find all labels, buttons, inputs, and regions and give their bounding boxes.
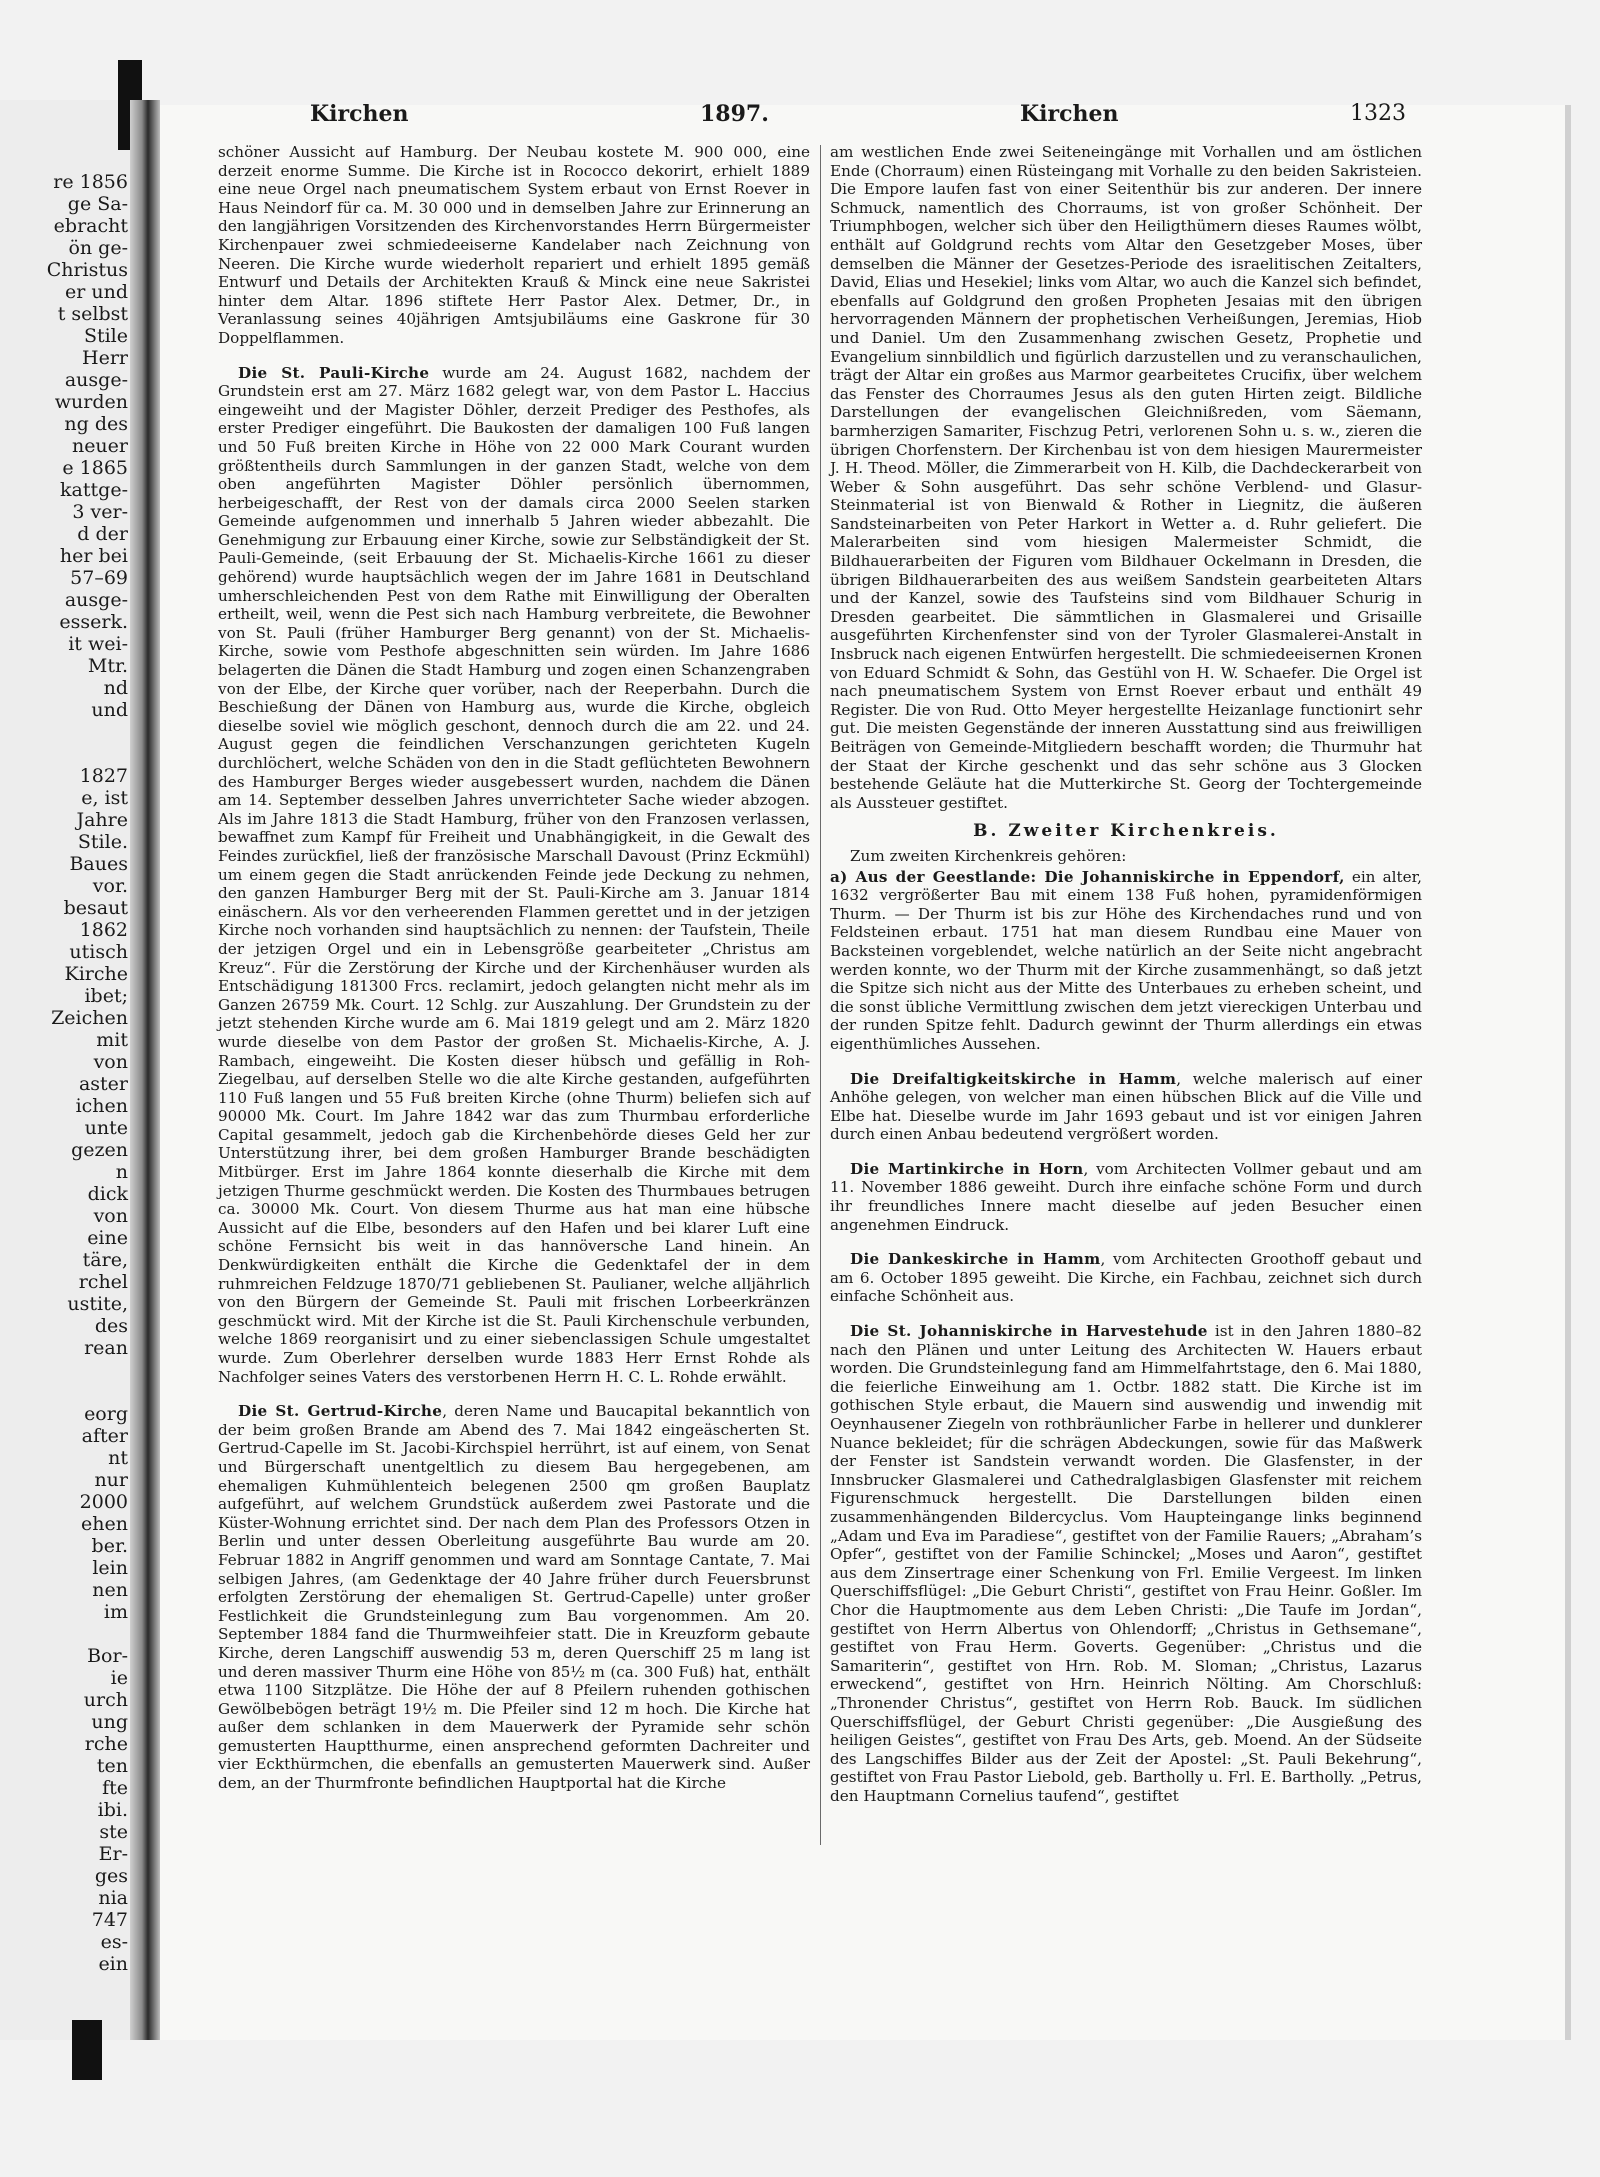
facing-page-fragment: Mtr. <box>87 655 128 677</box>
facing-page-fragment: 2000 <box>79 1491 128 1513</box>
facing-page-fragment: re 1856 <box>53 171 128 193</box>
facing-page-fragment: kattge- <box>60 479 128 501</box>
facing-page-fragment: ng des <box>64 413 128 435</box>
facing-page-fragment: ichen <box>75 1095 128 1117</box>
page-gutter <box>130 100 160 2040</box>
header-left-title: Kirchen <box>310 101 409 127</box>
paragraph-text: , vom Architecten Groothoff gebaut und am 6. October 1895 geweiht. Die Kirche, ein Fachbau, zeichnet sich durch einfache Schönheit aus. <box>830 1250 1423 1306</box>
facing-page-fragment: eine <box>87 1227 128 1249</box>
facing-page-fragment: ehen <box>81 1513 128 1535</box>
paragraph-text: schöner Aussicht auf Hamburg. Der Neubau kostete M. 900 000, eine derzeit enorme Summe. Die Kirche ist in Rococco dekorirt, erhielt 1889 eine neue Orgel nach pneumatischem System erbaut von Ernst Roever in Haus Neindorf für ca. M. 30 000 und in demselben Jahre zur Erinnerung an den langjährigen Vorsitzenden des Kirchenvorstandes Herrn Bürgermeister Kirchenpauer zwei schmiedeeiserne Kandelaber nach Zeichnung von Neeren. Die Kirche wurde wiederholt repariert und erhielt 1895 gemäß Entwurf und Details der Architekten Krauß & Minck eine neue Sakristei hinter dem Altar. 1896 stiftete Herr Pastor Alex. Detmer, Dr., in Veranlassung seines 40jährigen Amtsjubiläums eine Gaskrone für 30 Doppelflammen. <box>218 143 810 347</box>
facing-page-fragment: Er- <box>98 1843 128 1865</box>
facing-page-fragment: 57–69 <box>70 567 128 589</box>
facing-page-fragment: von <box>93 1051 128 1073</box>
facing-page-fragment: 1827 <box>79 765 128 787</box>
paragraph-text: , welche malerisch auf einer Anhöhe gelegen, von welcher man einen hübschen Blick auf die Ville und Elbe hat. Dieselbe wurde im Jahr 1693 gebaut und ist vor einigen Jahren durch einen Anbau bedeutend vergrößert worden. <box>830 1069 1422 1144</box>
facing-page-edge <box>0 100 130 2040</box>
paragraph <box>830 868 1422 1054</box>
facing-page-fragment: nur <box>94 1469 128 1491</box>
facing-page-fragment: ustite, <box>67 1293 128 1315</box>
facing-page-fragment: e, ist <box>81 787 128 809</box>
paragraph-heading: a) Aus der Geestlande: Die Johanniskirche in Eppendorf, <box>830 867 1345 886</box>
facing-page-fragment: von <box>93 1205 128 1227</box>
column-divider <box>820 145 821 1845</box>
facing-page-fragment: utisch <box>69 941 128 963</box>
left-column <box>218 143 810 1799</box>
facing-page-fragment: besaut <box>63 897 128 919</box>
paragraph-text: ist in den Jahren 1880–82 nach den Plänen und unter Leitung des Architecten W. Hauers erbaut worden. Die Grundsteinlegung fand am Himmelfahrtstage, den 6. Mai 1880, die feierliche Einweihung am 1. Octbr. 1882 statt. Die Kirche ist im gothischen Style erbaut, die Mauern sind auswendig und inwendig mit Oeynhausener Ziegeln von rothbräunlicher Farbe in hellerer und dunklerer Nuance bekleidet; für die schrägen Abdeckungen, sowie für das Maßwerk der Fenster ist Sandstein verwandt worden. Die Glasfenster, in der Innsbrucker Glasmalerei und Cathedralglasbigen Glasfenster mit reichem Figurenschmuck hergestellt. Die Darstellungen bilden einen zusammenhängenden Bildercyclus. Vom Haupteingange links beginnend „Adam und Eva im Paradiese“, gestiftet von der Familie Rauers; „Abraham’s Opfer“, gestiftet von der Familie Schinckel; „Moses und Aaron“, gestiftet aus dem Zinsertrage einer Schenkung von Frl. Emilie Vergeest. Im linken Querschiffsflügel: „Die Geburt Christi“, gestiftet von Frau Heinr. Goßler. Im Chor die Hauptmomente aus dem Leben Christi: „Die Taufe im Jordan“, gestiftet von Herrn Albertus von Ohlendorff; „Christus in Gethsemane“, gestiftet von Frau Herm. Goverts. Gegenüber: „Christus und die Samariterin“, gestiftet von Hrn. Rob. M. Sloman; „Christus, Lazarus erweckend“, gestiftet von Hrn. Heinrich Nölting. Am Chorschluß: „Thronender Christus“, gestiftet von Herrn Rob. Bauck. Im südlichen Querschiffsflügel, der Geburt Christi gegenüber: „Die Ausgießung des heiligen Geistes“, gestiftet von Frau Des Arts, geb. Moend. An der Südseite des Langschiffes Bilder aus der Zeit der Apostel: „St. Pauli Bekehrung“, gestiftet von Frau Pastor Liebold, geb. Bartholly u. Frl. E. Bartholly. „Petrus, den Hauptmann Cornelius taufend“, gestiftet <box>830 1322 1422 1805</box>
facing-page-fragment: aster <box>78 1073 128 1095</box>
facing-page-fragment: im <box>103 1601 128 1623</box>
paragraph-heading: Die Dreifaltigkeitskirche in Hamm <box>850 1069 1177 1088</box>
right-column-part-b <box>830 868 1422 1806</box>
paragraph-heading: Die Dankeskirche in Hamm <box>850 1250 1101 1269</box>
facing-page-fragment: ebracht <box>53 215 128 237</box>
facing-page-fragment: unte <box>84 1117 128 1139</box>
facing-page-fragment: it wei- <box>68 633 128 655</box>
facing-page-fragment: ste <box>99 1821 128 1843</box>
paragraph <box>830 143 1422 812</box>
facing-page-fragment: mit <box>96 1029 128 1051</box>
paragraph-heading: Die St. Gertrud-Kirche <box>238 1402 443 1421</box>
right-column-part-a <box>830 143 1422 812</box>
facing-page-fragment: e 1865 <box>62 457 128 479</box>
facing-page-fragment: nt <box>108 1447 128 1469</box>
header-right-title: Kirchen <box>1020 101 1119 127</box>
facing-page-fragment: rche <box>84 1733 128 1755</box>
paragraph-heading: Die St. Pauli-Kirche <box>238 363 430 382</box>
facing-page-fragment: rchel <box>78 1271 128 1293</box>
facing-page-fragment: t selbst <box>57 303 128 325</box>
facing-page-fragment: Kirche <box>64 963 128 985</box>
facing-page-fragment: ung <box>91 1711 128 1733</box>
facing-page-fragment: vor. <box>92 875 128 897</box>
facing-page-fragment: 1862 <box>79 919 128 941</box>
paragraph <box>830 1250 1422 1306</box>
paragraph <box>830 1160 1422 1234</box>
facing-page-fragment: Stile. <box>77 831 128 853</box>
facing-page-fragment: Baues <box>69 853 128 875</box>
facing-page-fragment: gezen <box>71 1139 128 1161</box>
facing-page-fragment: eorg <box>84 1403 128 1425</box>
facing-page-fragment: nen <box>92 1579 128 1601</box>
facing-page-fragment: ausge- <box>64 369 128 391</box>
facing-page-fragment: er und <box>64 281 128 303</box>
paragraph-heading: Die Martinkirche in Horn <box>850 1159 1084 1178</box>
facing-page-fragment: n <box>115 1161 128 1183</box>
facing-page-fragment: des <box>94 1315 128 1337</box>
facing-page-fragment: 747 <box>91 1909 128 1931</box>
right-column <box>830 143 1422 1811</box>
facing-page-fragment: ausge- <box>64 589 128 611</box>
facing-page-fragment: Herr <box>82 347 128 369</box>
facing-page-fragment: her bei <box>59 545 128 567</box>
facing-page-fragment: dick <box>87 1183 128 1205</box>
facing-page-fragment: nia <box>98 1887 128 1909</box>
paragraph <box>218 1402 810 1792</box>
facing-page-fragment: ten <box>96 1755 128 1777</box>
facing-page-fragment: Zeichen <box>51 1007 128 1029</box>
facing-page-fragment: Stile <box>83 325 128 347</box>
facing-page-fragment: after <box>81 1425 128 1447</box>
paragraph-text: , vom Architecten Vollmer gebaut und am 11. November 1886 geweiht. Durch ihre einfache schöne Form und durch ihr freundliches Innere macht dieselbe auf jeden Besucher einen angenehmen Eindruck. <box>830 1159 1422 1234</box>
paragraph <box>218 143 810 348</box>
facing-page-fragment: ibi. <box>97 1799 128 1821</box>
paragraph-heading: Die St. Johanniskirche in Harvestehude <box>850 1322 1208 1341</box>
paragraph <box>830 1322 1422 1805</box>
header-year: 1897. <box>700 101 769 127</box>
facing-page-fragment: ges <box>94 1865 128 1887</box>
facing-page-fragment: ie <box>110 1667 128 1689</box>
facing-page-fragment: es- <box>100 1931 128 1953</box>
binding-mark-bottom <box>72 2020 102 2080</box>
page-number: 1323 <box>1350 101 1406 126</box>
paragraph <box>830 1070 1422 1144</box>
facing-page-fragment: 3 ver- <box>72 501 128 523</box>
facing-page-fragment: ibet; <box>84 985 128 1007</box>
paragraph-text: am westlichen Ende zwei Seiteneingänge mit Vorhallen und am östlichen Ende (Chorraum) einen Rüsteingang mit Vorhalle zu den beiden Sakristeien. Die Empore laufen fast von einer Seitenthür bis zur anderen. Der innere Schmuck, namentlich des Chorraums, ist von großer Schönheit. Der Triumphbogen, welcher sich über den Heiligthümern dieses Raumes wölbt, enthält auf Goldgrund rechts vom Altar den Gesetzgeber Moses, über demselben die Männer der Gesetzes-Periode des israelitischen Zeitalters, David, Elias und Hesekiel; links vom Altar, wo auch die Kanzel sich befindet, ebenfalls auf Goldgrund den großen Propheten Jesaias mit den übrigen hervorragenden Männern der prophetischen Verheißungen, Jeremias, Hiob und Daniel. Um den Zusammenhang zwischen Gesetz, Prophetie und Evangelium sinnbildlich und figürlich darzustellen und zu veranschaulichen, trägt der Altar ein großes aus Marmor gearbeitetes Crucifix, über welchem das Fenster des Chorraumes Jesus als den guten Hirten zeigt. Bildliche Darstellungen der evangelischen Gleichnißreden, vom Säemann, barmherzigen Samariter, Fischzug Petri, verlorenen Sohn u. s. w., zieren die übrigen Chorfenstern. Der Kirchenbau ist von dem hiesigen Maurermeister J. H. Theod. Möller, die Zimmerarbeit von H. Kilb, die Dachdeckerarbeit von Weber & Sohn ausgeführt. Das sehr schöne Verblend- und Glasur-Steinmaterial ist von Bienwald & Rother in Liegnitz, die äußeren Sandsteinarbeiten von Peter Harkort in Wetter a. d. Ruhr geliefert. Die Malerarbeiten sind vom hiesigen Malermeister Schmidt, die Bildhauerarbeiten der Figuren vom Bildhauer Ockelmann in Dresden, die übrigen Bildhauerarbeiten des aus weißem Sandstein gearbeiteten Altars und der Kanzel, sowie des Taufsteins sind vom Bildhauer Schurig in Dresden gearbeitet. Die sämmtlichen in Glasmalerei und Grisaille ausgeführten Kirchenfenster sind von der Tyroler Glasmalerei-Anstalt in Insbruck nach eigenen Entwürfen hergestellt. Die schmiedeeisernen Kronen von Eduard Schmidt & Sohn, das Gestühl von H. W. Schaefer. Die Orgel ist nach pneumatischem System von Ernst Roever erbaut und enthält 49 Register. Die von Rud. Otto Meyer hergestellte Heizanlage functionirt sehr gut. Die meisten Gegenstände der inneren Ausstattung sind aus freiwilligen Beiträgen von Gemeinde-Mitgliedern beschafft worden; die Thurmuhr hat der Staat der Kirche geschenkt und das sehr schöne aus 3 Glocken bestehende Geläute hat die Mutterkirche St. Georg der Tochtergemeinde als Aussteuer gestiftet. <box>830 143 1422 812</box>
facing-page-fragment: esserk. <box>59 611 128 633</box>
paragraph <box>218 364 810 1387</box>
section-b-intro: Zum zweiten Kirchenkreis gehören: <box>850 846 1127 865</box>
section-b-title: B. Zweiter Kirchenkreis. <box>973 821 1279 842</box>
paragraph-text: , deren Name und Baucapital bekanntlich von der beim großen Brande am Abend des 7. Mai 1842 eingeäscherten St. Gertrud-Capelle im St. Jacobi-Kirchspiel herrührt, ist auf einem, von Senat und Bürgerschaft unentgeltlich zu diesem Bau hergegebenen, am ehemaligen Kuhmühlenteich belegenen 2500 qm großen Bauplatz aufgeführt, auf welchem Grundstück außerdem zwei Pastorate und die Küster-Wohnung errichtet sind. Der nach dem Plan des Professors Otzen in Berlin und unter dessen Oberleitung ausgeführte Bau wurde am 20. Februar 1882 in Angriff genommen und ward am Sonntage Cantate, 7. Mai selbigen Jahres, (am Gedenktage der 40 Jahre früher durch Feuersbrunst erfolgten Zerstörung der ehemaligen St. Gertrud-Capelle) unter großer Festlichkeit die Grundsteinlegung zum Bau vorgenommen. Am 20. September 1884 fand die Thurmweihfeier statt. Die in Kreuzform gebaute Kirche, deren Langschiff auswendig 53 m, deren Querschiff 25 m lang ist und deren massiver Thurm eine Höhe von 85½ m (ca. 300 Fuß) hat, enthält etwa 1100 Sitzplätze. Die Höhe der auf 8 Pfeilern ruhenden gothischen Gewölbebögen beträgt 19½ m. Die Pfeiler sind 12 m hoch. Die Kirche hat außer dem schlanken in dem Mauerwerk der Pyramide sehr schön gemusterten Hauptthurme, einen ansprechend geformten Dachreiter und vier Eckthürmchen, die ebenfalls an gemusterten Mauerwerk sind. Außer dem, an der Thurmfronte befindlichen Hauptportal hat die Kirche <box>218 1402 810 1793</box>
facing-page-fragment: Bor- <box>87 1645 128 1667</box>
facing-page-fragment: Jahre <box>76 809 128 831</box>
facing-page-fragment: ön ge- <box>68 237 128 259</box>
running-header <box>60 101 1406 137</box>
facing-page-fragment: nd <box>103 677 128 699</box>
facing-page-fragment: lein <box>92 1557 128 1579</box>
facing-page-fragment: wurden <box>54 391 128 413</box>
facing-page-fragment: Christus <box>46 259 128 281</box>
facing-page-fragment: ber. <box>91 1535 128 1557</box>
facing-page-fragment: ge Sa- <box>67 193 128 215</box>
facing-page-fragment: täre, <box>82 1249 128 1271</box>
document-page <box>160 101 1571 2040</box>
paragraph-text: wurde am 24. August 1682, nachdem der Grundstein erst am 27. März 1682 gelegt war, von dem Pastor L. Haccius eingeweiht und der Magister Döhler, derzeit Prediger des Pesthofes, als erster Prediger eingeführt. Die Baukosten der damaligen 100 Fuß langen und 50 Fuß breiten Kirche in Höhe von 22 000 Mark Courant wurden größtentheils durch Sammlungen in der ganzen Stadt, welche von dem oben angeführten Magister Döhler persönlich übernommen, herbeigeschafft, der Rest von der damals circa 2000 Seelen starken Gemeinde aufgenommen und innerhalb 5 Jahren wieder abbezahlt. Die Genehmigung zur Erbauung einer Kirche, sowie zur Selbständigkeit der St. Pauli-Gemeinde, (seit Erbauung der St. Michaelis-Kirche 1661 zu dieser gehörend) wurde hauptsächlich wegen der im Jahre 1681 in Deutschland umherschleichenden Pest von dem Rathe mit Einwilligung der Oberalten ertheilt, weil, wenn die Pest sich nach Hamburg verbreitete, die Bewohner von St. Pauli (früher Hamburger Berg genannt) von der St. Michaelis-Kirche, sowie vom Pesthofe abgeschnitten sein würden. Im Jahre 1686 belagerten die Dänen die Stadt Hamburg und zogen einen Schanzengraben von der Elbe, der Kirche quer vorüber, nach der Reeperbahn. Durch die Beschießung der Dänen von Hamburg aus, wurde die Kirche, obgleich dieselbe soviel wie möglich geschont, dennoch durch die am 22. und 24. August gegen die feindlichen Verschanzungen gerichteten Kugeln durchlöchert, welche Schäden von den in die Stadt geflüchteten Bewohnern des Hamburger Berges wieder ausgebessert wurden, nachdem die Dänen am 14. September desselben Jahres unverrichteter Sache wieder abzogen. Als im Jahre 1813 die Stadt Hamburg, früher von den Franzosen verlassen, bewaffnet zum Kampf für Freiheit und Unabhängigkeit, in die Gewalt des Feindes zurückfiel, ließ der französische Marschall Davoust (Prinz Eckmühl) um einem gegen die Stadt anrückenden Feinde jede Deckung zu nehmen, den ganzen Hamburger Berg mit der St. Pauli-Kirche am 3. Januar 1814 einäschern. Als vor den verheerenden Flammen gerettet und in der jetzigen Kirche noch vorhanden sind hauptsächlich zu nennen: der Taufstein, Theile der jetzigen Orgel und ein in Lebensgröße gearbeiteter „Christus am Kreuz“. Für die Zerstörung der Kirche und der Kirchenhäuser wurden als Entschädigung 181300 Frcs. reclamirt, jedoch gelangten nicht mehr als im Ganzen 26759 Mk. Court. 12 Schlg. zur Auszahlung. Der Grundstein zu der jetzt stehenden Kirche wurde am 6. Mai 1819 gelegt und am 2. März 1820 wurde dieselbe von dem Pastor der großen St. Michaelis-Kirche, A. J. Rambach, eingeweiht. Die Kosten dieser hübsch und gefällig in Roh-Ziegelbau, auf derselben Stelle wo die alte Kirche gestanden, aufgeführten 110 Fuß langen und 55 Fuß breiten Kirche (ohne Thurm) beliefen sich auf 90000 Mk. Court. Im Jahre 1842 war das zum Thurmbau erforderliche Capital gesammelt, jedoch gab die Kirchenbehörde dieses Geld her zur Unterstützung ihrer, bei dem großen Hamburger Brande beschädigten Mitbürger. Erst im Jahre 1864 konnte dieserhalb die Kirche mit dem jetzigen Thurme geschmückt werden. Die Kosten des Thurmbaues betrugen ca. 30000 Mk. Court. Von diesem Thurme aus hat man eine hübsche Aussicht auf die Elbe, besonders auf den Hafen und bei klarer Luft eine schöne Fernsicht bis weit in das hannöversche Land hinein. An Denkwürdigkeiten enthält die Kirche die Gedenktafel der in dem ruhmreichen Feldzuge 1870/71 gebliebenen St. Paulianer, welche alljährlich von den Bürgern der Gemeinde St. Pauli mit frischen Lorbeerkränzen geschmückt wird. Mit der Kirche ist die St. Pauli Kirchenschule verbunden, welche 1869 reorganisirt und zu einer siebenclassigen Schule umgestaltet wurde. Zum Oberlehrer derselben wurde 1883 Herr Ernst Rohde als Nachfolger seines Vaters des verstorbenen Herrn H. C. L. Rohde erwählt. <box>218 363 810 1386</box>
facing-page-fragment: ein <box>98 1953 128 1975</box>
facing-page-fragment: neuer <box>71 435 128 457</box>
paragraph-text: ein alter, 1632 vergrößerter Bau mit einem 138 Fuß hohen, pyramidenförmigen Thurm. — Der Thurm ist bis zur Höhe des Kirchendaches rund und von Feldsteinen erbaut. 1751 hat man diesem Rundbau eine Mauer von Backsteinen vorgeblendet, welche natürlich an der Seite nicht angebracht werden konnte, wo der Thurm mit der Kirche zusammenhängt, so daß jetzt die Spitze sich nicht aus der Mitte des Unterbaues zu erheben scheint, und die sonst übliche Vermittlung zwischen dem jetzt viereckigen Unterbau und der runden Spitze fehlt. Dadurch gewinnt der Thurm allerdings ein etwas eigenthümliches Aussehen. <box>830 867 1422 1053</box>
facing-page-fragment: d der <box>77 523 128 545</box>
facing-page-fragment: fte <box>102 1777 128 1799</box>
facing-page-fragment: urch <box>83 1689 128 1711</box>
facing-page-fragment: rean <box>84 1337 128 1359</box>
facing-page-fragment: und <box>91 699 128 721</box>
